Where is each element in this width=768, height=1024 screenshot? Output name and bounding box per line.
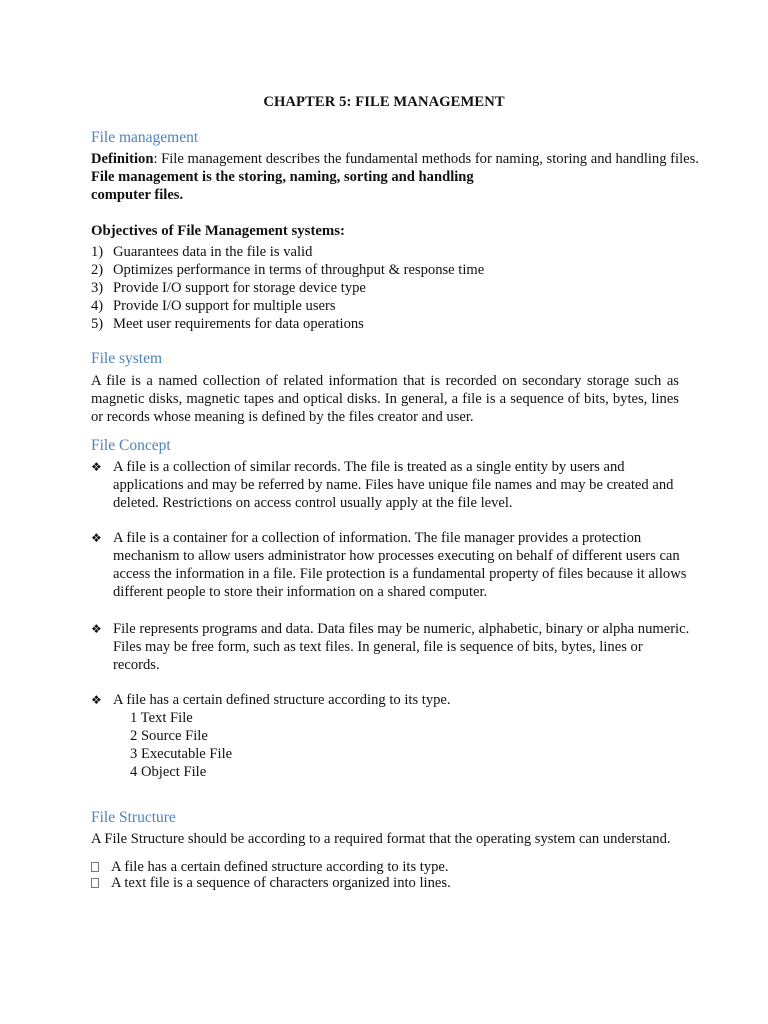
concept-bullet-4 xyxy=(91,691,691,781)
heading-file-management: File management xyxy=(91,129,199,146)
objectives-list xyxy=(91,243,691,333)
diamond-bullet-icon: ❖ xyxy=(91,622,102,636)
definition-bold-line-2: computer files. xyxy=(91,187,184,203)
concept-bullet-text: File represents programs and data. Data files may be numeric, alphabetic, binary or alpha numeric. Files may be free form, such as text files. In general, file is sequence of bits, bytes, lines or records. xyxy=(113,621,690,673)
file-system-paragraph: A file is a named collection of related information that is recorded on secondary storage such as magnetic disks, magnetic tapes and optical disks. In general, a file is a sequence of bits, bytes, lines or records whose meaning is defined by the files creator and user. xyxy=(91,373,679,425)
definition-paragraph xyxy=(91,150,699,168)
concept-bullet-text: A file is a container for a collection of information. The file manager provides a protection mechanism to allow users administrator how processes executing on behalf of different users can access the information in a file. File protection is a fundamental property of files because it allows different people to store their information on a shared computer. xyxy=(113,530,687,600)
concept-bullet-2 xyxy=(91,529,691,601)
square-bullet-icon xyxy=(91,878,99,888)
definition-bold-1: File management is the storing, naming, sorting and handling xyxy=(91,169,474,185)
heading-file-system: File system xyxy=(91,350,163,367)
list-item: 4) Provide I/O support for multiple users xyxy=(91,298,336,314)
file-type-item: 1 Text File xyxy=(130,710,193,726)
heading-objectives: Objectives of File Management systems: xyxy=(91,223,345,239)
definition-bold-line-1 xyxy=(91,168,474,186)
file-structure-paragraph: A File Structure should be according to a required format that the operating system can understand. xyxy=(91,831,671,847)
chapter-title: CHAPTER 5: FILE MANAGEMENT xyxy=(263,94,505,110)
concept-bullet-3 xyxy=(91,620,691,674)
file-type-item: 2 Source File xyxy=(130,728,208,744)
concept-bullet-1 xyxy=(91,458,691,512)
diamond-bullet-icon: ❖ xyxy=(91,460,102,474)
definition-text: File management describes the fundamental methods for naming, storing and handling files. xyxy=(161,151,699,167)
file-type-item: 4 Object File xyxy=(130,764,207,780)
concept-bullet-text: A file is a collection of similar records. The file is treated as a single entity by users and applications and may be referred by name. Files have unique file names and may be created and deleted. Restrictions on access control usually apply at the file level. xyxy=(113,459,674,511)
definition-separator: : xyxy=(153,151,162,167)
structure-item: A text file is a sequence of characters organized into lines. xyxy=(91,874,691,890)
concept-bullet-text: A file has a certain defined structure according to its type. xyxy=(113,692,451,708)
heading-file-structure: File Structure xyxy=(91,809,176,826)
diamond-bullet-icon: ❖ xyxy=(91,531,102,545)
structure-item: A file has a certain defined structure according to its type. xyxy=(91,858,691,874)
list-item: 1) Guarantees data in the file is valid xyxy=(91,244,313,260)
list-item: 5) Meet user requirements for data operations xyxy=(91,316,364,332)
list-item: 2) Optimizes performance in terms of throughput & response time xyxy=(91,262,485,278)
heading-file-concept: File Concept xyxy=(91,437,171,454)
square-bullet-icon xyxy=(91,862,99,872)
diamond-bullet-icon: ❖ xyxy=(91,693,102,707)
definition-line-1 xyxy=(91,150,699,168)
list-item: 3) Provide I/O support for storage device type xyxy=(91,280,366,296)
definition-label: Definition xyxy=(91,151,154,167)
file-type-item: 3 Executable File xyxy=(130,746,233,762)
